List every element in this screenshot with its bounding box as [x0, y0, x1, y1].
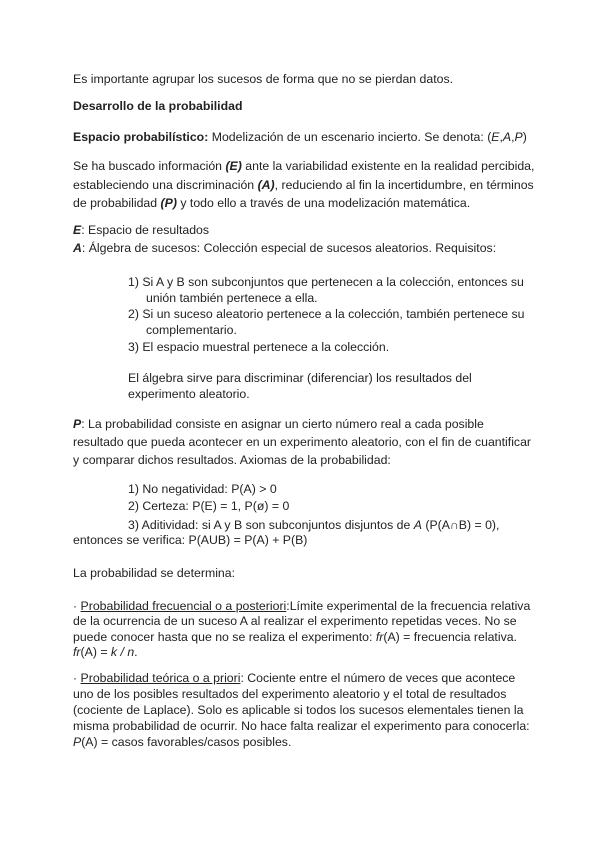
intro-text: Es importante agrupar los sucesos de forma que no se pierdan datos. [73, 72, 454, 86]
espacio-line [73, 129, 527, 145]
espacio-e: E [491, 130, 500, 144]
a-text: : Álgebra de sucesos: Colección especial de sucesos aleatorios. Requisitos: [81, 241, 497, 255]
para1-l3c: y todo ello a través de una modelización matemática. [176, 196, 471, 210]
para1-l1b: (E) [225, 159, 242, 173]
a-symbol: A [73, 241, 82, 255]
teorica-line5 [73, 734, 291, 750]
determina-text: La probabilidad se determina: [73, 566, 236, 580]
p-definition-line1 [73, 416, 484, 432]
frecuencial-l4d: . [134, 645, 138, 659]
espacio-p: P [514, 130, 523, 144]
algebra-line1: El álgebra sirve para discriminar (diferenciar) los resultados del [128, 371, 472, 385]
frecuencial-line2: de la ocurrencia de un suceso A al realizar el experimento repetidas veces. No se [73, 614, 517, 628]
teorica-line4: misma probabilidad de ocurrir. No hace falta realizar el experimento para conocerla: [73, 719, 530, 733]
para1-line2 [73, 177, 534, 193]
axioma-3 [128, 517, 499, 533]
frecuencial-line4 [73, 644, 138, 660]
frecuencial-l3a: puede conocer hasta que no se realiza el experimento: [73, 630, 376, 644]
espacio-label: Espacio probabilístico: [73, 130, 209, 144]
para1-l2b: (A) [257, 178, 275, 192]
frecuencial-line1 [73, 598, 530, 614]
frecuencial-l1: :Límite experimental de la frecuencia relativa [286, 599, 531, 613]
para1-line3 [73, 195, 470, 211]
requisito-2-cont: complementario. [146, 323, 237, 337]
espacio-a: A [502, 130, 512, 144]
espacio-comma2: , [511, 130, 515, 144]
teorica-l5b: (A) = casos favorables/casos posibles. [81, 735, 292, 749]
requisito-1: 1) Si A y B son subconjuntos que pertenecen a la colección, entonces su [128, 275, 524, 289]
para1-l1c: ante la variabilidad existente en la realidad percibida, [241, 159, 535, 173]
a-definition [73, 240, 496, 256]
axioma-3-cont: entonces se verifica: P(AUB) = P(A) + P(B) [73, 533, 308, 547]
espacio-comma1: , [499, 130, 503, 144]
para1-l2a: estableciendo una discriminación [73, 178, 258, 192]
axioma-3b: A [413, 518, 422, 532]
p-definition-line3: y comparar dichos resultados. Axiomas de la probabilidad: [73, 453, 391, 467]
teorica-bullet: · [73, 671, 81, 685]
algebra-line2: experimento aleatorio. [128, 387, 250, 401]
axioma-2: 2) Certeza: P(E) = 1, P(ø) = 0 [128, 499, 290, 513]
requisito-3: 3) El espacio muestral pertenece a la colección. [128, 340, 390, 354]
e-symbol: E [73, 223, 82, 237]
espacio-text: Modelización de un escenario incierto. Se denota: ( [208, 130, 492, 144]
para1-l1a: Se ha buscado información [73, 159, 226, 173]
frecuencial-bullet: · [73, 599, 81, 613]
e-text: : Espacio de resultados [81, 223, 210, 237]
axioma-1: 1) No negatividad: P(A) > 0 [128, 482, 277, 496]
frecuencial-l4a: fr [73, 645, 81, 659]
p-definition-line2: resultado que pueda acontecer en un experimento aleatorio, con el fin de cuantificar [73, 435, 532, 449]
frecuencial-l4b: (A) = [80, 645, 111, 659]
axioma-3c: (P(A∩B) = 0), [421, 518, 500, 532]
frecuencial-line3 [73, 629, 517, 645]
frecuencial-l4c: k / n [110, 645, 135, 659]
frecuencial-l3c: (A) = frecuencia relativa. [383, 630, 517, 644]
frecuencial-title: Probabilidad frecuencial o a posteriori [80, 599, 287, 613]
section-heading: Desarrollo de la probabilidad [73, 99, 243, 113]
teorica-line1 [73, 670, 515, 686]
teorica-l5a: P [73, 735, 82, 749]
p-symbol: P [73, 417, 82, 431]
requisito-2: 2) Si un suceso aleatorio pertenece a la colección, también pertenece su [128, 307, 525, 321]
espacio-close: ) [522, 130, 527, 144]
axioma-3a: 3) Aditividad: si A y B son subconjuntos disjuntos de [128, 518, 414, 532]
frecuencial-l3b: fr [375, 630, 384, 644]
e-definition [73, 222, 209, 238]
para1-l2c: , reduciendo al fin la incertidumbre, en términos [274, 178, 534, 192]
p-text: : La probabilidad consiste en asignar un cierto número real a cada posible [81, 417, 484, 431]
para1-l3a: de probabilidad [73, 196, 161, 210]
teorica-title: Probabilidad teórica o a priori [80, 671, 241, 685]
requisito-1-cont: unión también pertenece a ella. [146, 291, 318, 305]
teorica-l1: : Cociente entre el número de veces que acontece [240, 671, 516, 685]
para1-line1 [73, 158, 534, 174]
teorica-line3: (cociente de Laplace). Solo es aplicable si todos los sucesos elementales tienen la [73, 703, 524, 717]
teorica-line2: uno de los posibles resultados del experimento aleatorio y el total de resultados [73, 687, 507, 701]
para1-l3b: (P) [160, 196, 177, 210]
